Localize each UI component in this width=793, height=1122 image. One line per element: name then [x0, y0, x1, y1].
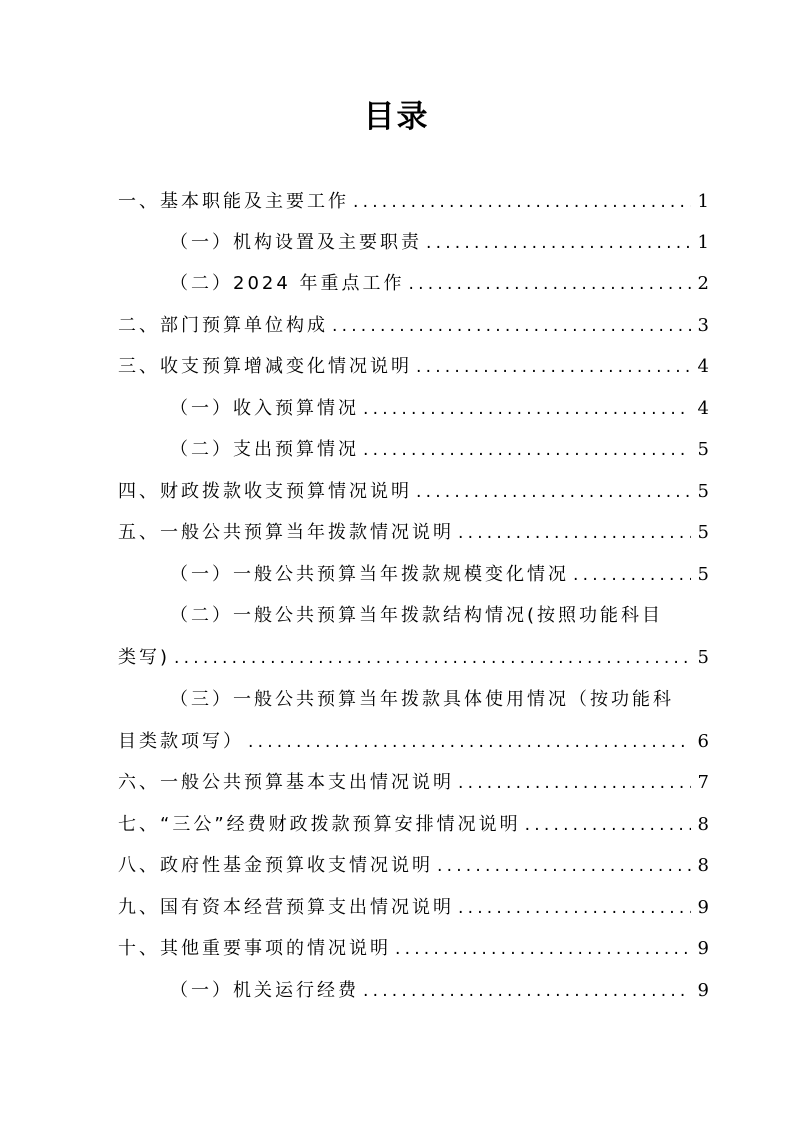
toc-entry-label: 七、“三公”经费财政拨款预算安排情况说明	[118, 814, 521, 835]
toc-page-number: 9	[697, 980, 709, 1001]
toc-entry[interactable]	[170, 979, 709, 1003]
toc-entry[interactable]	[118, 896, 709, 920]
toc-page-number: 6	[697, 731, 709, 752]
toc-entry-label: （一）机构设置及主要职责	[170, 232, 422, 253]
toc-entry[interactable]	[170, 272, 709, 296]
toc-entry[interactable]	[118, 190, 709, 214]
toc-leader-dots	[525, 813, 691, 837]
toc-page-number: 8	[697, 814, 709, 835]
toc-entry[interactable]	[118, 480, 709, 504]
toc-entry-label: （二）2024 年重点工作	[170, 273, 405, 294]
toc-page-number: 5	[697, 647, 709, 668]
toc-leader-dots	[332, 314, 691, 338]
toc-entry[interactable]	[118, 521, 709, 545]
toc-entry-label: 十、其他重要事项的情况说明	[118, 938, 391, 959]
toc-page-number: 5	[697, 564, 709, 585]
toc-entry-label: 三、收支预算增减变化情况说明	[118, 356, 412, 377]
toc-entry[interactable]	[118, 771, 709, 795]
toc-entry-label: 类写)	[118, 647, 171, 668]
page-title: 目录	[363, 99, 430, 135]
toc-entry[interactable]	[118, 314, 709, 338]
toc-entry-label: （一）一般公共预算当年拨款规模变化情况	[170, 564, 569, 585]
toc-leader-dots	[416, 355, 691, 379]
toc-page-number: 3	[697, 315, 709, 336]
toc-leader-dots	[458, 521, 691, 545]
toc-leader-dots	[363, 397, 691, 421]
toc-page-number: 9	[697, 938, 709, 959]
toc-entry[interactable]	[118, 854, 709, 878]
toc-page-number: 9	[697, 897, 709, 918]
toc-page-number: 1	[697, 191, 709, 212]
toc-entry-label-first-line[interactable]: （二）一般公共预算当年拨款结构情况(按照功能科目	[170, 605, 664, 626]
toc-leader-dots	[416, 480, 691, 504]
toc-entry[interactable]	[170, 231, 709, 255]
toc-entry-label: 四、财政拨款收支预算情况说明	[118, 481, 412, 502]
toc-entry[interactable]	[118, 730, 709, 754]
toc-entry[interactable]	[170, 563, 709, 587]
toc-entry[interactable]	[118, 646, 709, 670]
toc-page-number: 4	[697, 398, 709, 419]
toc-entry[interactable]	[170, 438, 709, 462]
toc-page-number: 8	[697, 855, 709, 876]
toc-leader-dots	[395, 937, 691, 961]
toc-leader-dots	[458, 896, 691, 920]
toc-leader-dots	[248, 730, 691, 754]
toc-entry-label: 八、政府性基金预算收支情况说明	[118, 855, 433, 876]
toc-entry-label: 一、基本职能及主要工作	[118, 191, 349, 212]
toc-leader-dots	[409, 272, 691, 296]
toc-entry-label: 六、一般公共预算基本支出情况说明	[118, 772, 454, 793]
toc-entry-label: 九、国有资本经营预算支出情况说明	[118, 897, 454, 918]
toc-leader-dots	[426, 231, 691, 255]
toc-entry-label: （一）收入预算情况	[170, 398, 359, 419]
toc-leader-dots	[458, 771, 691, 795]
toc-page-number: 5	[697, 481, 709, 502]
toc-page-number: 5	[697, 522, 709, 543]
toc-entry-label-first-line[interactable]: （三）一般公共预算当年拨款具体使用情况（按功能科	[170, 689, 674, 710]
toc-entry[interactable]	[170, 397, 709, 421]
toc-leader-dots	[363, 438, 691, 462]
toc-entry-label: 目类款项写）	[118, 731, 244, 752]
toc-entry-label: （二）支出预算情况	[170, 439, 359, 460]
toc-entry[interactable]	[118, 813, 709, 837]
toc-entry-label: 五、一般公共预算当年拨款情况说明	[118, 522, 454, 543]
toc-leader-dots	[174, 646, 691, 670]
toc-page-number: 1	[697, 232, 709, 253]
toc-page-number: 5	[697, 439, 709, 460]
toc-entry-label: （一）机关运行经费	[170, 980, 359, 1001]
toc-entry[interactable]	[118, 355, 709, 379]
toc-page-number: 2	[697, 273, 709, 294]
toc-page-number: 4	[697, 356, 709, 377]
toc-entry[interactable]	[118, 937, 709, 961]
toc-entry-label: 二、部门预算单位构成	[118, 315, 328, 336]
toc-page-number: 7	[697, 772, 709, 793]
toc-leader-dots	[573, 563, 691, 587]
toc-leader-dots	[437, 854, 691, 878]
toc-leader-dots	[363, 979, 691, 1003]
toc-leader-dots	[353, 190, 691, 214]
